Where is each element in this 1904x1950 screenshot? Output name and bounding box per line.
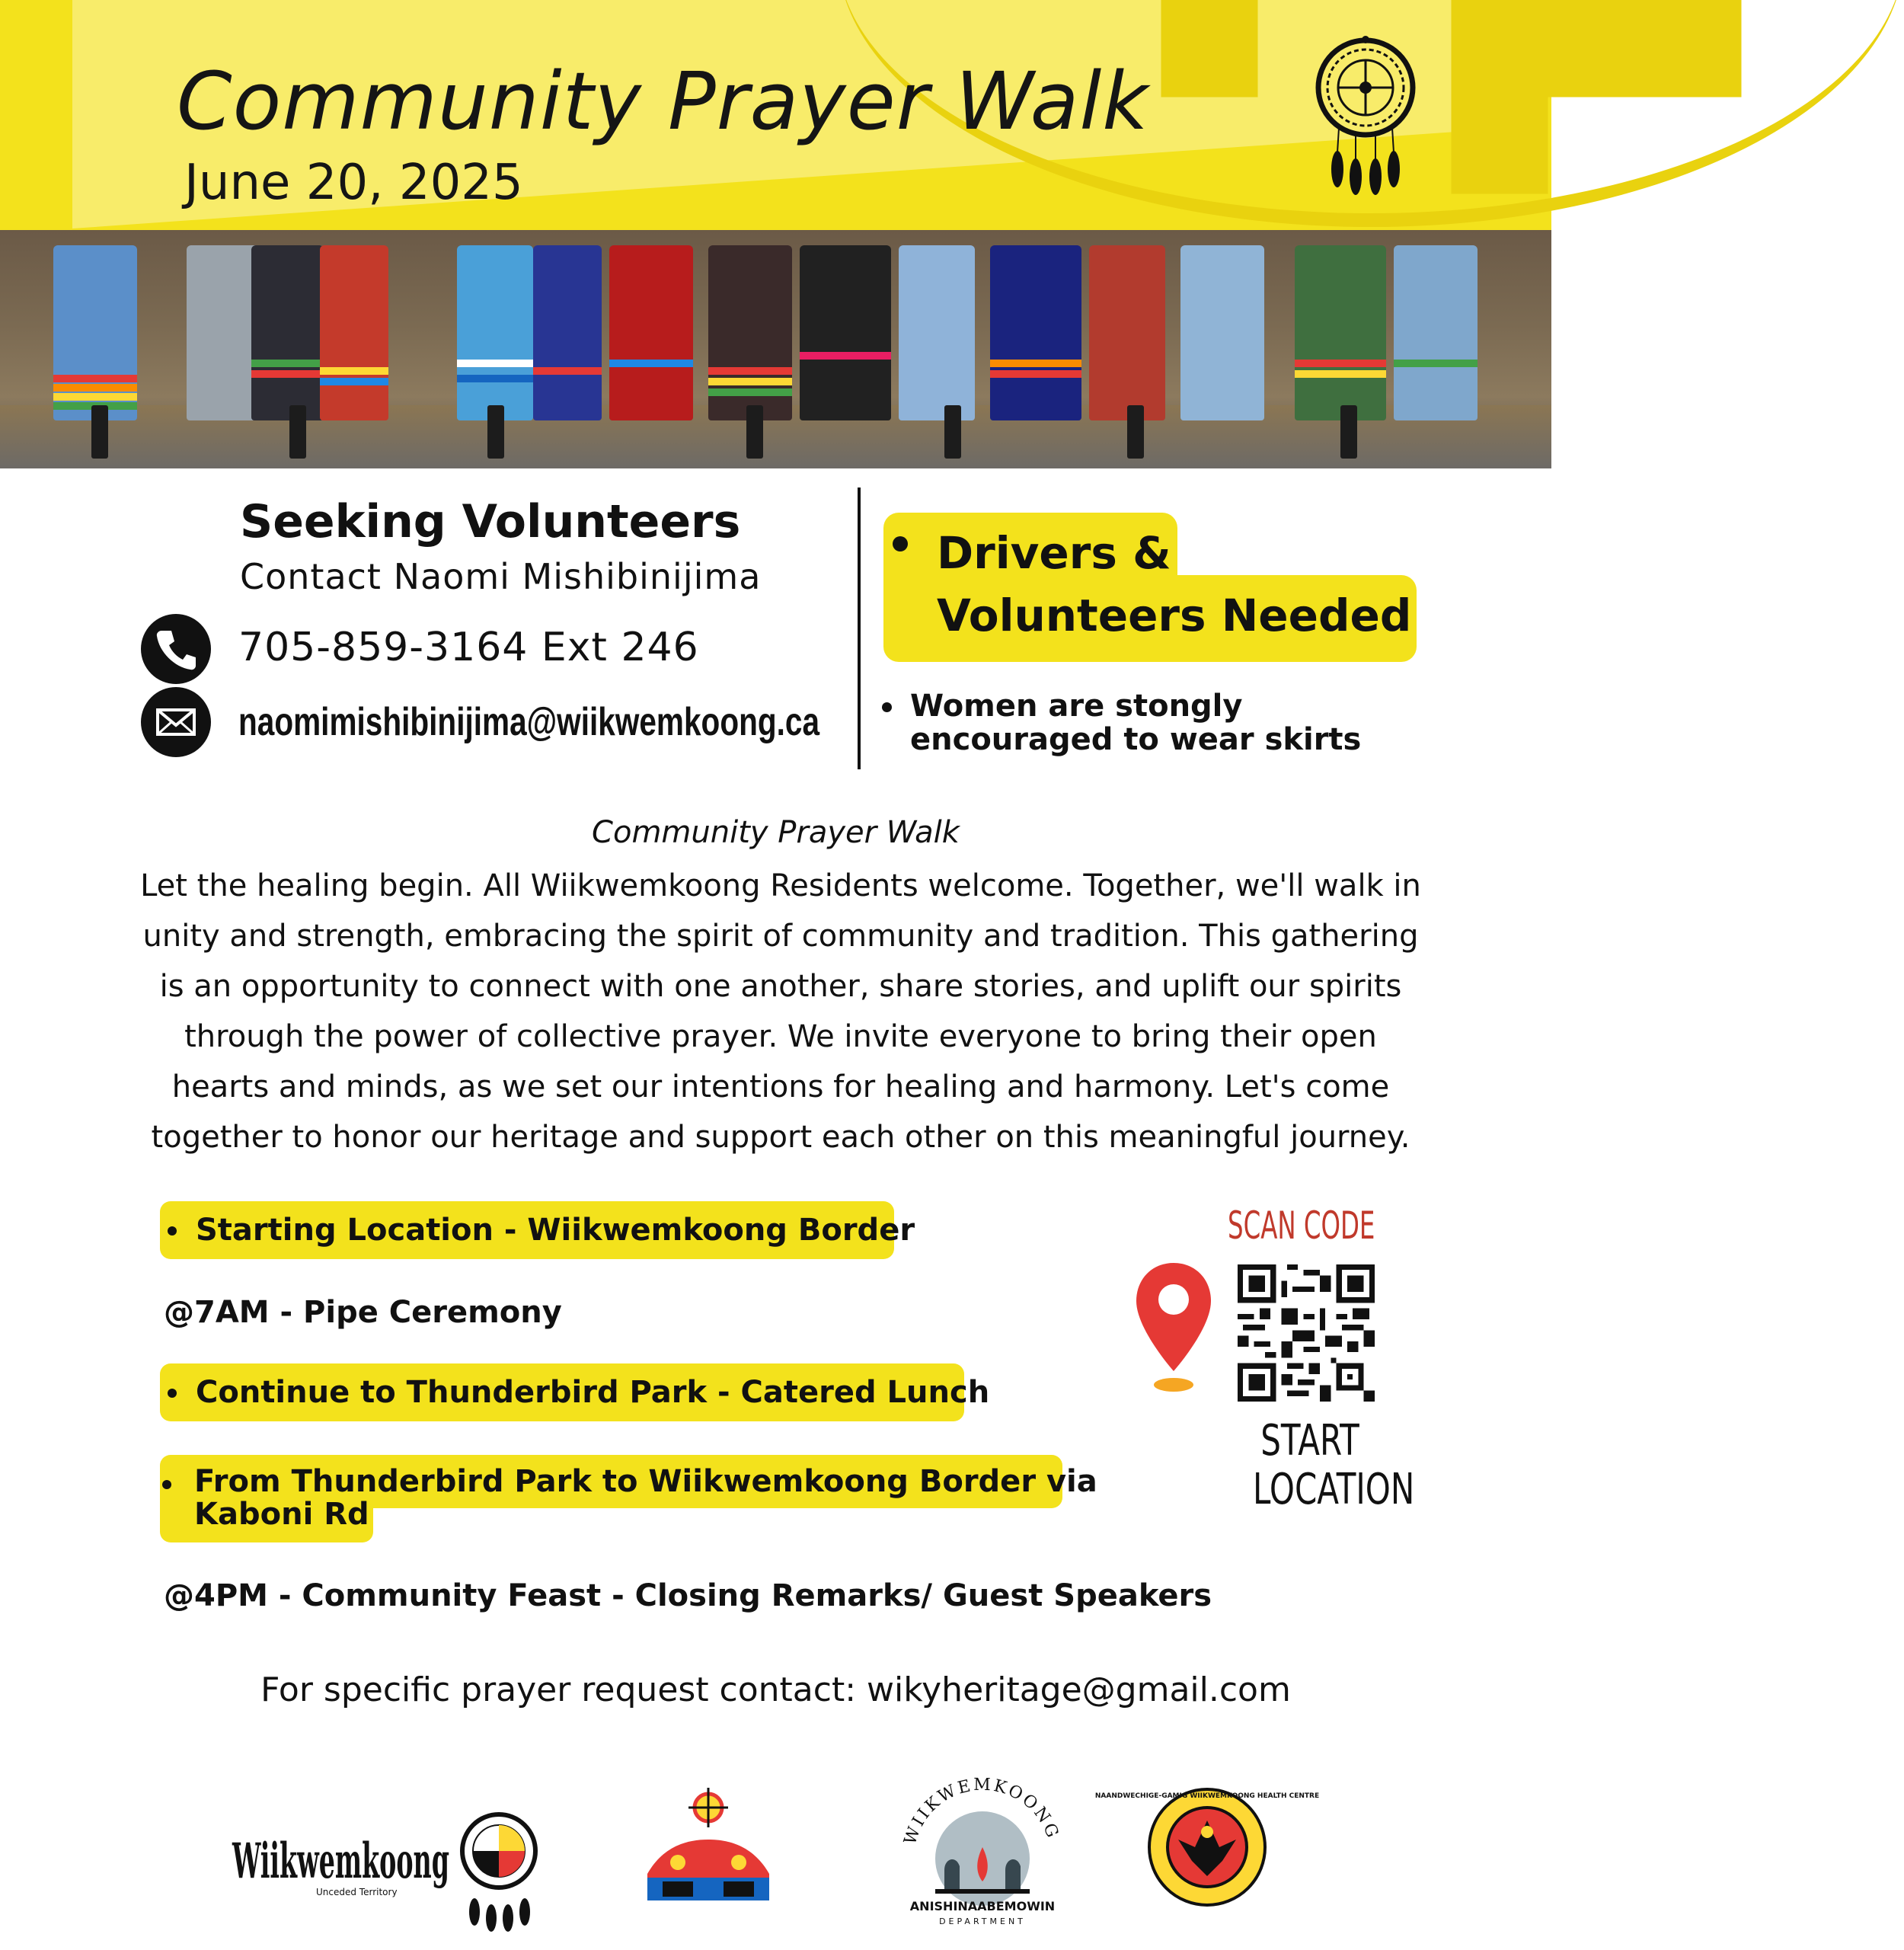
- phone-number[interactable]: 705-859-3164 Ext 246: [238, 625, 699, 670]
- bullet: [168, 1226, 177, 1236]
- starting-location-text: Starting Location - Wiikwemkoong Border: [196, 1213, 915, 1248]
- bullet: [882, 702, 892, 712]
- leg: [1340, 405, 1357, 459]
- skirt: [1089, 245, 1165, 420]
- scan-code-label: SCAN CODE: [1228, 1204, 1375, 1248]
- pipe-ceremony-text: @7AM - Pipe Ceremony: [164, 1295, 562, 1330]
- page-title: Community Prayer Walk: [177, 55, 1149, 148]
- logo-subtitle: Unceded Territory: [316, 1887, 398, 1897]
- leg: [1127, 405, 1144, 459]
- skirt: [320, 245, 388, 420]
- ribbon-skirts-photo: [0, 230, 1551, 468]
- prayer-request-contact: For specific prayer request contact: wikyheritage@gmail.com: [260, 1670, 1291, 1709]
- skirt: [990, 245, 1081, 420]
- seeking-volunteers-heading: Seeking Volunteers: [240, 495, 741, 548]
- skirt: [1180, 245, 1264, 420]
- skirt: [533, 245, 602, 420]
- skirt: [457, 245, 533, 420]
- leg: [944, 405, 961, 459]
- event-date: June 20, 2025: [184, 155, 523, 211]
- skirt: [800, 245, 891, 420]
- leg: [91, 405, 108, 459]
- anishinaabemowin-logo: [899, 1775, 1066, 1927]
- bullet: [168, 1389, 177, 1398]
- start-location-line: START: [1260, 1416, 1359, 1466]
- email-icon: [141, 687, 211, 757]
- description-body: Let the healing begin. All Wiikwemkoong Residents welcome. Together, we'll walk in unity and strength, embracing the spirit of community and tradition. This gathering is an opportunity to connect with one another, share stories, and uplift our spirits through the power of collective prayer. We invite everyone to bring their open hearts and minds, as we set our intentions for healing and harmony. Let's come together to honor our heritage and support each other on this meaningful journey.: [140, 868, 1421, 1155]
- logo-department-label: DEPARTMENT: [939, 1916, 1026, 1926]
- description-heading: Community Prayer Walk: [592, 815, 960, 850]
- health-centre-logo: [1094, 1786, 1320, 1908]
- route-text: From Thunderbird Park to Wiikwemkoong Border via: [194, 1464, 1097, 1499]
- community-feast-text: @4PM - Community Feast - Closing Remarks/ Guest Speakers: [164, 1578, 1212, 1613]
- dreamcatcher-icon: [1308, 30, 1423, 206]
- logo-arc-text: WIIKWEMKOONG: [900, 1775, 1063, 1847]
- leg: [487, 405, 504, 459]
- bullet: [893, 536, 908, 551]
- ceremony-logo: [640, 1786, 777, 1908]
- vertical-divider: [858, 488, 861, 769]
- start-location-line: LOCATION: [1253, 1465, 1415, 1514]
- qr-code[interactable]: [1238, 1264, 1375, 1402]
- logo-ring-text: NAANDWECHIGE-GAMIG WIIKWEMKOONG HEALTH CENTRE: [1094, 1792, 1320, 1800]
- leg: [746, 405, 763, 459]
- skirt: [708, 245, 792, 420]
- email-address[interactable]: naomimishibinijima@wiikwemkoong.ca: [238, 700, 820, 744]
- logo-department-name: ANISHINAABEMOWIN: [909, 1899, 1056, 1913]
- skirt: [899, 245, 975, 420]
- skirts-note: Women are stongly encouraged to wear skirts: [910, 689, 1362, 757]
- route-text: Kaboni Rd: [194, 1497, 369, 1532]
- lunch-text: Continue to Thunderbird Park - Catered Lunch: [196, 1375, 990, 1410]
- drivers-needed-text: Drivers &: [937, 527, 1171, 579]
- wiikwemkoong-logo: [232, 1805, 552, 1927]
- phone-icon: [141, 614, 211, 684]
- leg: [289, 405, 306, 459]
- skirt: [53, 245, 137, 420]
- bullet: [162, 1480, 171, 1489]
- contact-name: Contact Naomi Mishibinijima: [240, 556, 762, 597]
- location-pin-icon: [1132, 1257, 1216, 1394]
- skirt: [251, 245, 324, 420]
- logo-wordmark: Wiikwemkoong: [232, 1833, 449, 1890]
- skirt: [609, 245, 693, 420]
- start-location-label: [1253, 1416, 1415, 1514]
- skirt: [1394, 245, 1478, 420]
- drivers-needed-text: Volunteers Needed: [937, 590, 1412, 641]
- skirt: [1295, 245, 1386, 420]
